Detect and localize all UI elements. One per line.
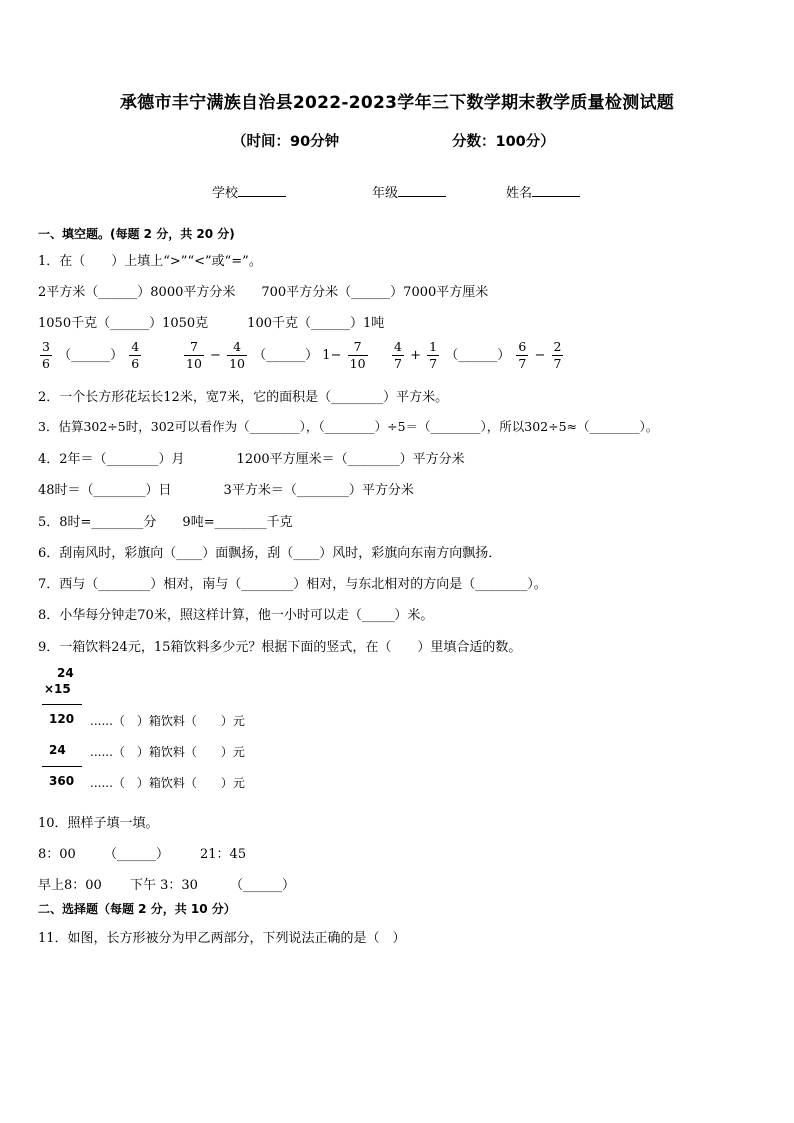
numerator: 1	[429, 339, 438, 354]
answer-blank[interactable]: （______）	[104, 847, 170, 862]
fraction	[129, 339, 141, 372]
denominator: 6	[131, 356, 140, 371]
question-10-stem: 10．照样子填一填。	[38, 816, 159, 831]
question-3: 3．估算302÷5时，302可以看作为（________），（________）÷5＝（________），所以302÷5≈（________）。	[38, 419, 659, 434]
section-2-title: 二、选择题（每题 2 分，共 10 分）	[38, 902, 236, 916]
school-field	[212, 182, 286, 201]
numerator: 6	[518, 339, 527, 354]
numerator: 4	[131, 339, 140, 354]
denominator: 7	[429, 356, 438, 371]
section-1-title: 一、填空题。(每题 2 分，共 20 分)	[38, 227, 235, 241]
denominator: 10	[349, 356, 366, 371]
calc-product: 360	[49, 774, 75, 788]
fraction	[40, 339, 52, 372]
question-7: 7．西与（________）相对，南与（________）相对，与东北相对的方向是（________）。	[38, 577, 547, 592]
calc-rule-1	[42, 704, 82, 705]
minus-sign: −	[330, 348, 342, 363]
calc-multiplicand: 24	[57, 666, 74, 680]
question-6: 6．刮南风时，彩旗向（____）面飘扬，刮（____）风时，彩旗向东南方向飘扬．	[38, 546, 502, 561]
fraction	[427, 339, 439, 372]
question-10-example-time: 8：00	[38, 847, 76, 862]
grade-blank[interactable]	[398, 183, 446, 197]
fraction	[184, 339, 204, 372]
question-4-row-1: 4．2年＝（________）月 1200平方厘米＝（________）平方分米	[38, 452, 465, 467]
school-blank[interactable]	[238, 183, 286, 197]
calc-partial-1: 120	[49, 712, 75, 726]
denominator: 10	[186, 356, 202, 371]
name-label: 姓名	[506, 186, 533, 201]
denominator: 7	[553, 356, 562, 371]
question-4-row-2: 48时＝（________）日 3平方米＝（________）平方分米	[38, 483, 414, 498]
numerator: 3	[42, 339, 50, 354]
calc-note-2[interactable]: ......（ ）箱饮料（ ）元	[90, 745, 245, 759]
minus-sign: −	[534, 348, 546, 363]
question-10-example-24h: 21：45	[200, 847, 247, 862]
denominator: 7	[394, 356, 402, 371]
fraction	[348, 339, 368, 372]
calc-note-1[interactable]: ......（ ）箱饮料（ ）元	[90, 714, 245, 728]
answer-blank[interactable]: （______）	[58, 348, 124, 363]
name-field	[506, 182, 580, 201]
calc-partial-2: 24	[49, 743, 66, 757]
answer-blank[interactable]: （______）	[230, 878, 296, 893]
answer-blank[interactable]: （______）	[253, 348, 319, 363]
question-10-morning: 早上8：00	[38, 878, 102, 893]
denominator: 7	[518, 356, 527, 371]
question-11: 11．如图，长方形被分为甲乙两部分，下列说法正确的是（ ）	[38, 931, 406, 946]
question-1-fraction-group-3	[390, 339, 565, 372]
question-1-fraction-group-1	[38, 339, 143, 372]
numerator: 2	[553, 339, 562, 354]
denominator: 6	[42, 356, 50, 371]
question-8: 8．小华每分钟走70米，照这样计算，他一小时可以走（_____）米。	[38, 608, 434, 623]
question-9-stem: 9．一箱饮料24元，15箱饮料多少元？根据下面的竖式，在（ ）里填合适的数。	[38, 640, 522, 655]
grade-label: 年级	[372, 186, 399, 201]
fraction	[552, 339, 564, 372]
number-one: 1	[322, 348, 331, 363]
calc-note-3[interactable]: ......（ ）箱饮料（ ）元	[90, 776, 245, 790]
numerator: 7	[184, 339, 204, 356]
fraction	[392, 339, 404, 372]
numerator: 4	[227, 339, 247, 356]
grade-field	[372, 182, 446, 201]
page-title: 承德市丰宁满族自治县2022-2023学年三下数学期末教学质量检测试题	[119, 93, 675, 113]
question-1-row-1: 2平方米（______）8000平方分米 700平方分米（______）7000平方厘米	[38, 285, 489, 300]
question-10-afternoon: 下午 3：30	[130, 878, 198, 893]
fraction	[516, 339, 528, 372]
minus-sign: −	[210, 348, 221, 363]
question-1-stem: 1．在（ ）上填上“>”“<”或“=”。	[38, 254, 262, 269]
denominator: 10	[229, 356, 245, 371]
calc-multiplier: ×15	[44, 682, 71, 696]
numerator: 7	[348, 339, 368, 356]
question-1-row-2: 1050千克（______）1050克 100千克（______）1吨	[38, 316, 385, 331]
calc-rule-2	[42, 766, 82, 767]
question-2: 2．一个长方形花坛长12米，宽7米，它的面积是（________）平方米。	[38, 390, 449, 405]
school-label: 学校	[212, 186, 239, 201]
numerator: 4	[394, 339, 402, 354]
question-1-fraction-group-2	[182, 339, 370, 372]
plus-sign: +	[410, 348, 421, 363]
answer-blank[interactable]: （______）	[445, 348, 511, 363]
exam-time: （时间：90分钟	[232, 134, 340, 150]
exam-score: 分数：100分）	[452, 134, 555, 150]
question-5: 5．8时=________分 9吨=________千克	[38, 515, 293, 530]
name-blank[interactable]	[532, 183, 580, 197]
fraction	[227, 339, 247, 372]
